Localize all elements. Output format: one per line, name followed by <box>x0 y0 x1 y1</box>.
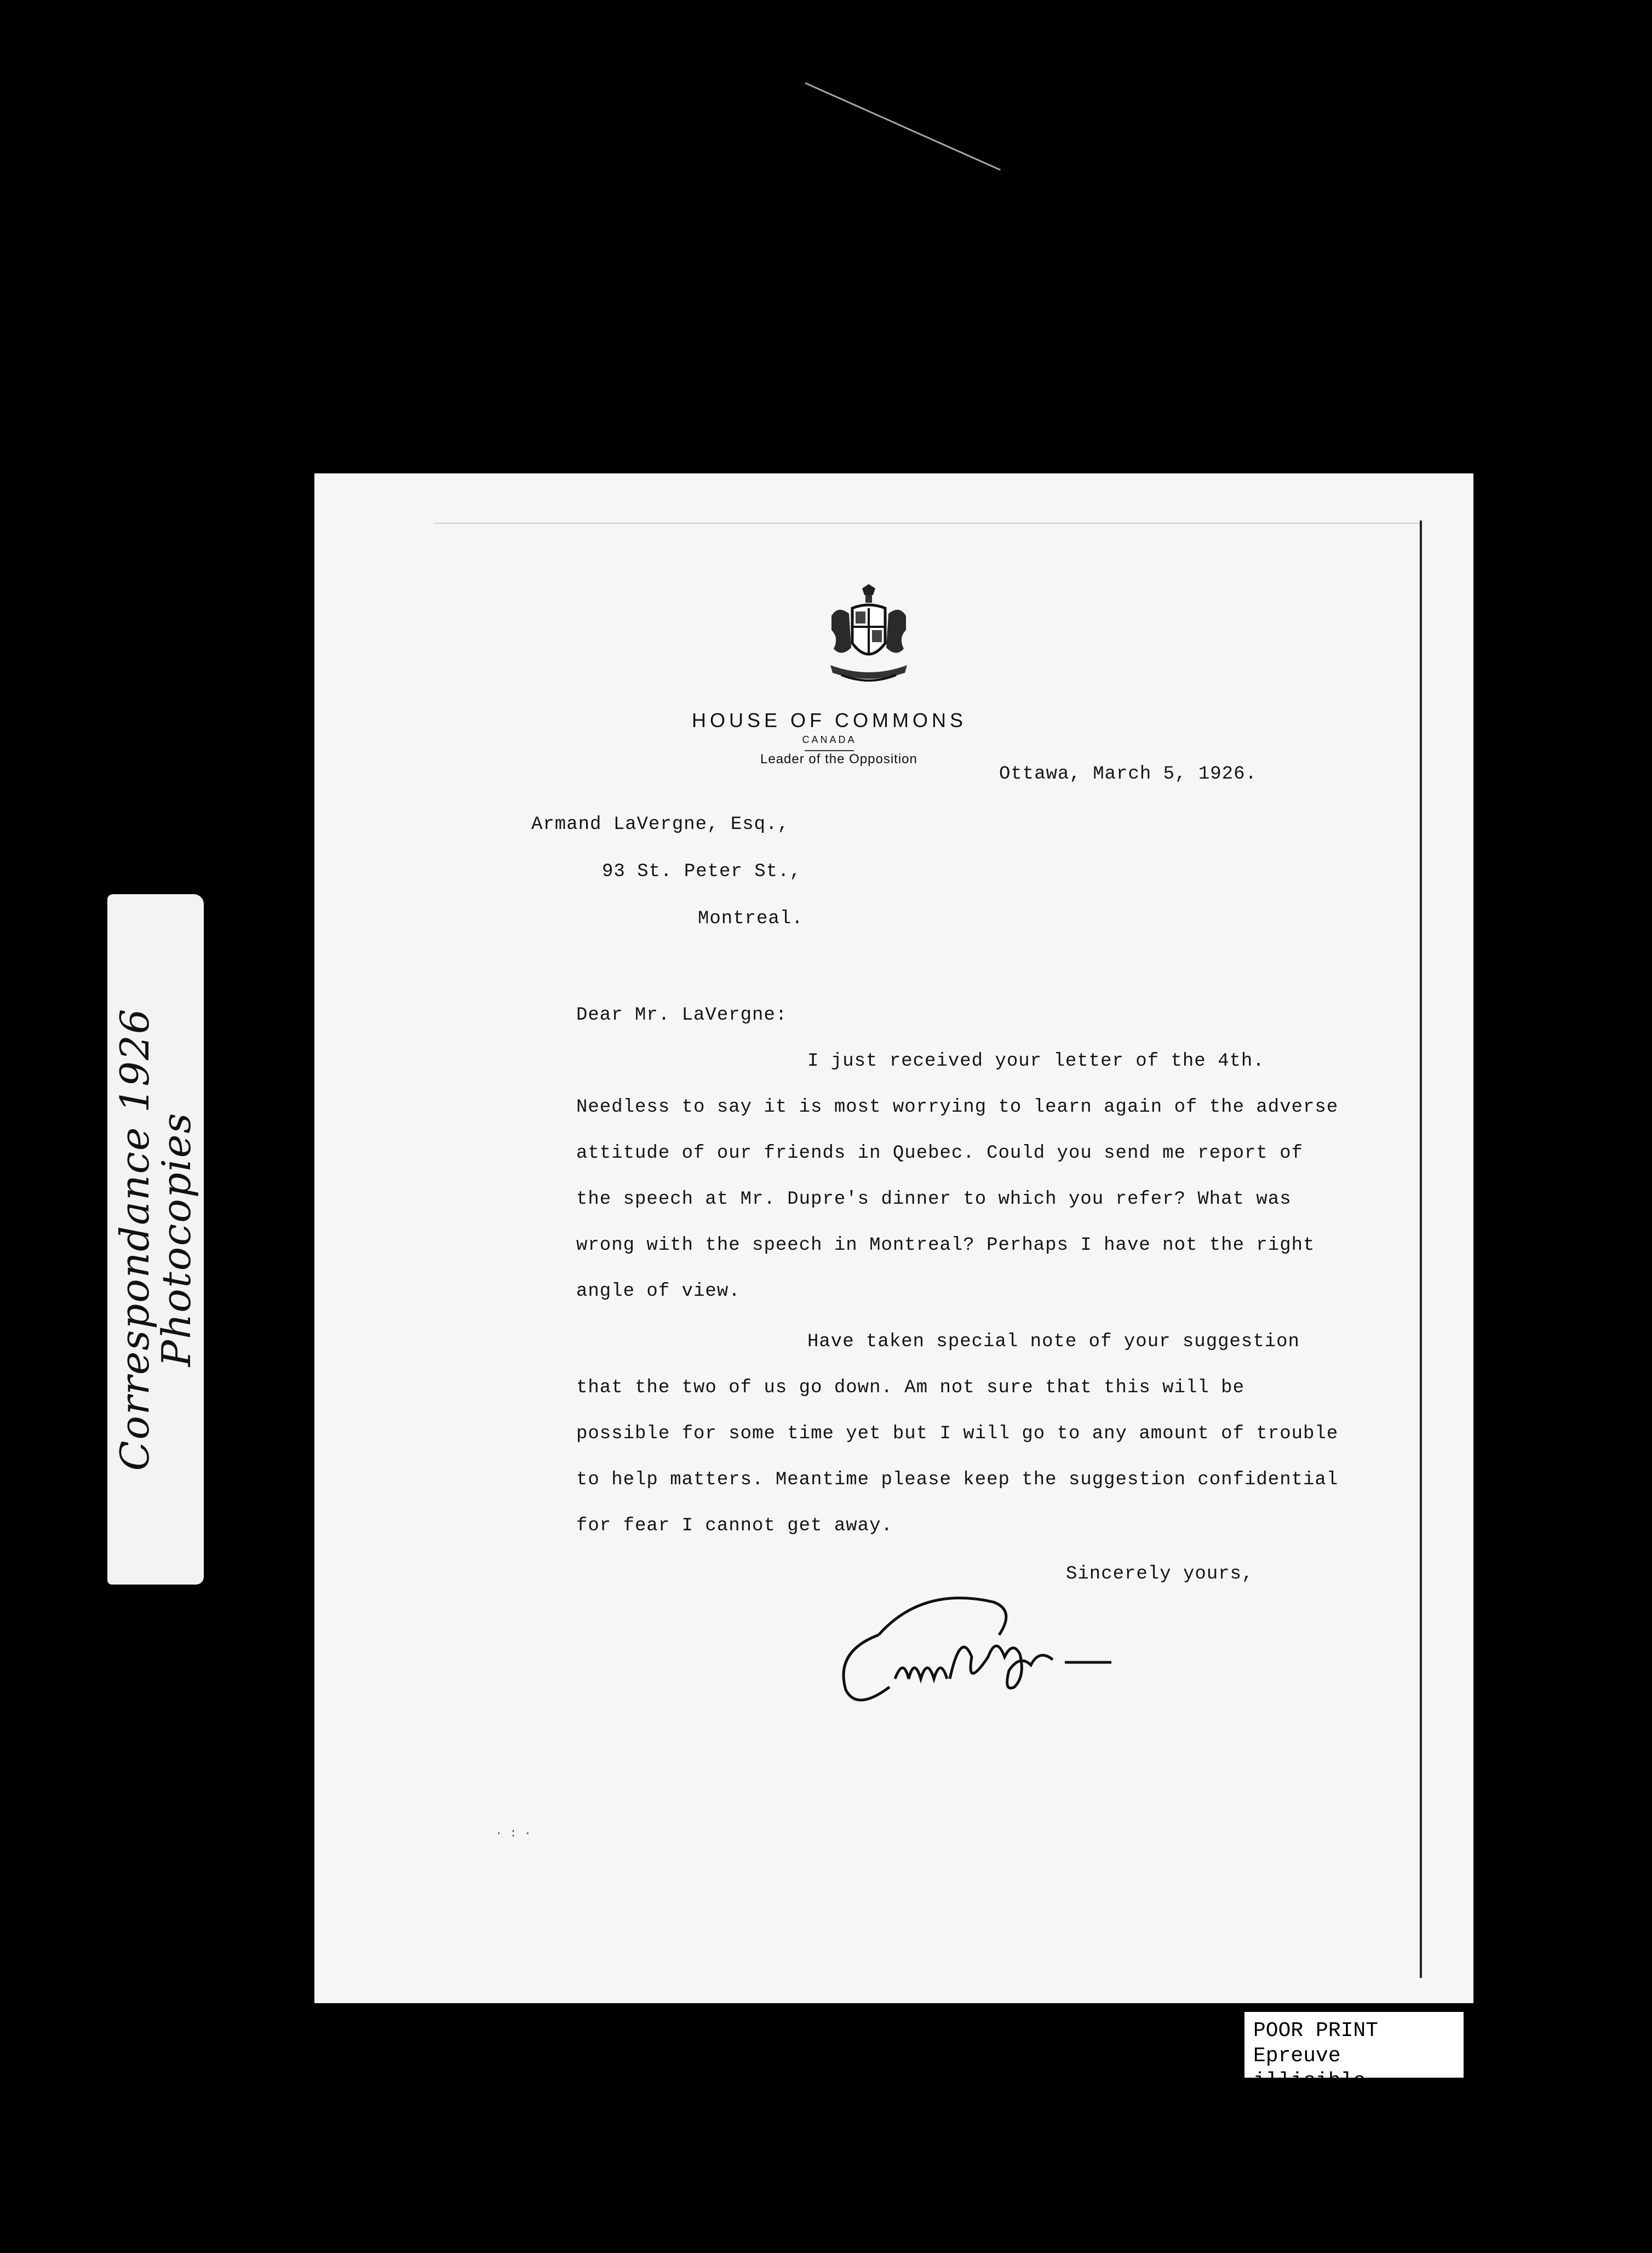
letterhead-institution: HOUSE OF COMMONS <box>691 709 967 731</box>
place-date: Ottawa, March 5, 1926. <box>999 764 1257 785</box>
body-line: Needless to say it is most worrying to learn again of the adverse <box>576 1097 1339 1118</box>
body-line: attitude of our friends in Quebec. Could you send me report of <box>576 1143 1304 1164</box>
letterhead-country: CANADA <box>802 734 857 745</box>
side-label-text: Correspondance 1926 Photocopies <box>112 1008 199 1471</box>
film-scratch <box>805 82 1001 170</box>
body-line: angle of view. <box>576 1281 741 1302</box>
letterhead-office: Leader of the Opposition <box>760 752 917 767</box>
address-line: Montreal. <box>698 908 804 929</box>
body-line: I just received your letter of the 4th. <box>807 1051 1265 1072</box>
print-specks: · : · <box>495 1827 532 1840</box>
letterhead <box>654 709 1005 751</box>
body-line: possible for some time yet but I will go to any amount of trouble <box>576 1423 1339 1444</box>
body-line: for fear I cannot get away. <box>576 1516 893 1536</box>
closing: Sincerely yours, <box>1066 1564 1254 1585</box>
page-edge-line <box>1420 521 1422 1978</box>
salutation: Dear Mr. LaVergne: <box>576 1005 788 1026</box>
body-line: to help matters. Meantime please keep the suggestion confidential <box>576 1469 1339 1490</box>
letterhead-rule <box>805 750 854 751</box>
stamp-line-english: POOR PRINT <box>1253 2019 1379 2043</box>
coat-of-arms-icon <box>819 583 918 687</box>
page-fold-line <box>435 523 1421 524</box>
handwritten-signature <box>813 1569 1120 1712</box>
letter-page <box>314 473 1473 2003</box>
poor-print-stamp <box>1244 2012 1464 2093</box>
body-line: that the two of us go down. Am not sure that this will be <box>576 1377 1244 1398</box>
address-line: 93 St. Peter St., <box>602 861 801 882</box>
body-line: the speech at Mr. Dupre's dinner to which you refer? What was <box>576 1189 1292 1210</box>
body-line: wrong with the speech in Montreal? Perhaps I have not the right <box>576 1235 1315 1256</box>
address-line: Armand LaVergne, Esq., <box>531 814 789 835</box>
stamp-line-french: Epreuve illisible <box>1253 2044 1366 2093</box>
body-line: Have taken special note of your suggestion <box>807 1331 1300 1352</box>
archive-side-label <box>107 894 204 1585</box>
